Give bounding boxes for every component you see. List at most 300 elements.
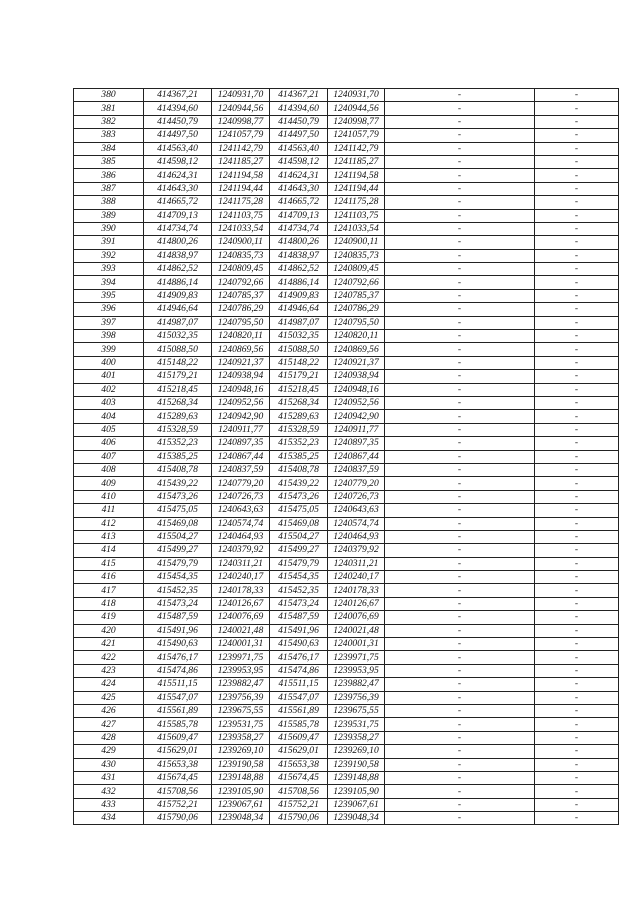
table-cell-y-coordinate-repeat: 1239531,75 (328, 718, 385, 731)
table-cell-x-coordinate-repeat: 415609,47 (270, 731, 328, 744)
table-cell-y-coordinate: 1240021,48 (212, 624, 270, 637)
table-cell-x-coordinate: 414734,74 (144, 222, 212, 235)
table-cell-x-coordinate: 415289,63 (144, 410, 212, 423)
table-cell-note-dash: - (385, 597, 535, 610)
table-cell-y-coordinate-repeat: 1241033,54 (328, 222, 385, 235)
table-cell-y-coordinate-repeat: 1239048,34 (328, 812, 385, 825)
table-cell-point-number: 405 (74, 423, 144, 436)
table-cell-note-dash: - (385, 396, 535, 409)
table-cell-point-number: 398 (74, 330, 144, 343)
table-cell-y-coordinate: 1240911,77 (212, 423, 270, 436)
table-cell-x-coordinate: 415629,01 (144, 745, 212, 758)
table-cell-y-coordinate-repeat: 1239882,47 (328, 678, 385, 691)
table-cell-note-dash: - (385, 504, 535, 517)
table-cell-x-coordinate-repeat: 415547,07 (270, 691, 328, 704)
table-cell-point-number: 424 (74, 678, 144, 691)
table-cell-y-coordinate-repeat: 1239971,75 (328, 651, 385, 664)
table-cell-y-coordinate: 1241057,79 (212, 129, 270, 142)
table-cell-extra-dash: - (535, 664, 619, 677)
table-row (74, 249, 619, 262)
table-cell-point-number: 418 (74, 597, 144, 610)
table-cell-x-coordinate-repeat: 415452,35 (270, 584, 328, 597)
table-cell-x-coordinate: 414450,79 (144, 115, 212, 128)
table-cell-x-coordinate: 415609,47 (144, 731, 212, 744)
table-cell-y-coordinate-repeat: 1240952,56 (328, 396, 385, 409)
table-cell-point-number: 388 (74, 196, 144, 209)
table-cell-x-coordinate-repeat: 415561,89 (270, 704, 328, 717)
table-cell-note-dash: - (385, 758, 535, 771)
table-cell-note-dash: - (385, 611, 535, 624)
table-cell-note-dash: - (385, 330, 535, 343)
table-cell-y-coordinate-repeat: 1240820,11 (328, 330, 385, 343)
table-row (74, 89, 619, 102)
table-row (74, 504, 619, 517)
table-cell-x-coordinate: 415088,50 (144, 343, 212, 356)
table-cell-note-dash: - (385, 718, 535, 731)
table-row (74, 370, 619, 383)
table-row (74, 102, 619, 115)
table-cell-x-coordinate-repeat: 415385,25 (270, 450, 328, 463)
table-cell-y-coordinate-repeat: 1241175,28 (328, 196, 385, 209)
table-cell-extra-dash: - (535, 222, 619, 235)
table-cell-x-coordinate: 415439,22 (144, 477, 212, 490)
table-cell-note-dash: - (385, 196, 535, 209)
table-row (74, 343, 619, 356)
table-cell-y-coordinate-repeat: 1240178,33 (328, 584, 385, 597)
table-cell-y-coordinate: 1241185,27 (212, 155, 270, 168)
table-row (74, 396, 619, 409)
table-cell-y-coordinate-repeat: 1239675,55 (328, 704, 385, 717)
table-cell-extra-dash: - (535, 423, 619, 436)
table-cell-note-dash: - (385, 155, 535, 168)
table-cell-point-number: 408 (74, 463, 144, 476)
table-cell-y-coordinate: 1239048,34 (212, 812, 270, 825)
table-row (74, 745, 619, 758)
table-cell-point-number: 421 (74, 638, 144, 651)
table-cell-y-coordinate-repeat: 1241194,44 (328, 182, 385, 195)
table-cell-note-dash: - (385, 651, 535, 664)
table-cell-x-coordinate-repeat: 414734,74 (270, 222, 328, 235)
table-cell-y-coordinate: 1240820,11 (212, 330, 270, 343)
table-cell-note-dash: - (385, 169, 535, 182)
table-cell-extra-dash: - (535, 704, 619, 717)
table-row (74, 410, 619, 423)
table-cell-x-coordinate-repeat: 414709,13 (270, 209, 328, 222)
table-cell-point-number: 407 (74, 450, 144, 463)
table-cell-note-dash: - (385, 370, 535, 383)
table-cell-y-coordinate-repeat: 1239148,88 (328, 771, 385, 784)
table-cell-note-dash: - (385, 517, 535, 530)
coordinates-table (73, 88, 619, 825)
table-cell-extra-dash: - (535, 624, 619, 637)
table-cell-x-coordinate-repeat: 414563,40 (270, 142, 328, 155)
table-cell-extra-dash: - (535, 316, 619, 329)
table-cell-x-coordinate-repeat: 415473,26 (270, 490, 328, 503)
table-cell-point-number: 419 (74, 611, 144, 624)
table-cell-point-number: 386 (74, 169, 144, 182)
table-cell-x-coordinate: 414909,83 (144, 289, 212, 302)
table-row (74, 758, 619, 771)
table-cell-extra-dash: - (535, 356, 619, 369)
table-cell-extra-dash: - (535, 812, 619, 825)
table-row (74, 557, 619, 570)
table-cell-x-coordinate: 415328,59 (144, 423, 212, 436)
table-cell-x-coordinate-repeat: 415032,35 (270, 330, 328, 343)
table-cell-x-coordinate-repeat: 414665,72 (270, 196, 328, 209)
table-cell-y-coordinate: 1240809,45 (212, 263, 270, 276)
table-cell-y-coordinate: 1239531,75 (212, 718, 270, 731)
table-cell-note-dash: - (385, 463, 535, 476)
table-cell-point-number: 427 (74, 718, 144, 731)
table-cell-y-coordinate: 1240574,74 (212, 517, 270, 530)
table-cell-x-coordinate-repeat: 415352,23 (270, 437, 328, 450)
table-cell-extra-dash: - (535, 383, 619, 396)
table-cell-point-number: 392 (74, 249, 144, 262)
table-cell-y-coordinate-repeat: 1240076,69 (328, 611, 385, 624)
table-cell-extra-dash: - (535, 263, 619, 276)
table-cell-x-coordinate-repeat: 415476,17 (270, 651, 328, 664)
table-cell-point-number: 393 (74, 263, 144, 276)
table-cell-extra-dash: - (535, 396, 619, 409)
table-row (74, 664, 619, 677)
table-cell-x-coordinate-repeat: 415490,63 (270, 638, 328, 651)
table-cell-x-coordinate: 415752,21 (144, 798, 212, 811)
table-cell-point-number: 401 (74, 370, 144, 383)
table-cell-note-dash: - (385, 798, 535, 811)
table-cell-x-coordinate-repeat: 415499,27 (270, 544, 328, 557)
table-cell-y-coordinate-repeat: 1239953,95 (328, 664, 385, 677)
table-cell-note-dash: - (385, 812, 535, 825)
table-cell-x-coordinate-repeat: 415469,08 (270, 517, 328, 530)
table-row (74, 691, 619, 704)
table-cell-extra-dash: - (535, 745, 619, 758)
table-cell-x-coordinate-repeat: 415790,06 (270, 812, 328, 825)
table-row (74, 115, 619, 128)
table-cell-point-number: 382 (74, 115, 144, 128)
table-cell-x-coordinate-repeat: 415475,05 (270, 504, 328, 517)
table-cell-point-number: 416 (74, 571, 144, 584)
table-cell-y-coordinate: 1239190,58 (212, 758, 270, 771)
table-cell-x-coordinate: 415499,27 (144, 544, 212, 557)
table-cell-extra-dash: - (535, 785, 619, 798)
table-cell-extra-dash: - (535, 584, 619, 597)
table-cell-y-coordinate-repeat: 1240869,56 (328, 343, 385, 356)
table-cell-x-coordinate: 414838,97 (144, 249, 212, 262)
table-cell-y-coordinate-repeat: 1239358,27 (328, 731, 385, 744)
table-cell-x-coordinate: 414624,31 (144, 169, 212, 182)
table-cell-x-coordinate: 414886,14 (144, 276, 212, 289)
table-cell-x-coordinate-repeat: 414497,50 (270, 129, 328, 142)
table-cell-point-number: 395 (74, 289, 144, 302)
table-cell-point-number: 429 (74, 745, 144, 758)
table-cell-extra-dash: - (535, 450, 619, 463)
table-cell-note-dash: - (385, 691, 535, 704)
table-cell-x-coordinate: 415179,21 (144, 370, 212, 383)
table-row (74, 584, 619, 597)
table-cell-x-coordinate-repeat: 414800,26 (270, 236, 328, 249)
table-cell-y-coordinate: 1240311,21 (212, 557, 270, 570)
table-cell-point-number: 390 (74, 222, 144, 235)
table-cell-note-dash: - (385, 477, 535, 490)
table-cell-y-coordinate-repeat: 1240938,94 (328, 370, 385, 383)
table-cell-y-coordinate-repeat: 1239105,90 (328, 785, 385, 798)
table-cell-point-number: 417 (74, 584, 144, 597)
table-cell-point-number: 430 (74, 758, 144, 771)
table-cell-x-coordinate: 415708,56 (144, 785, 212, 798)
table-cell-x-coordinate-repeat: 414909,83 (270, 289, 328, 302)
table-cell-x-coordinate: 415490,63 (144, 638, 212, 651)
table-cell-extra-dash: - (535, 370, 619, 383)
table-cell-note-dash: - (385, 678, 535, 691)
table-row (74, 289, 619, 302)
table-cell-note-dash: - (385, 276, 535, 289)
table-cell-extra-dash: - (535, 544, 619, 557)
table-cell-y-coordinate: 1239882,47 (212, 678, 270, 691)
table-cell-extra-dash: - (535, 330, 619, 343)
table-cell-point-number: 432 (74, 785, 144, 798)
table-row (74, 303, 619, 316)
table-cell-x-coordinate: 415491,96 (144, 624, 212, 637)
table-cell-note-dash: - (385, 209, 535, 222)
table-cell-extra-dash: - (535, 115, 619, 128)
table-cell-point-number: 397 (74, 316, 144, 329)
table-cell-x-coordinate: 414665,72 (144, 196, 212, 209)
table-cell-y-coordinate: 1240921,37 (212, 356, 270, 369)
table-cell-note-dash: - (385, 664, 535, 677)
table-cell-note-dash: - (385, 624, 535, 637)
table-cell-x-coordinate-repeat: 414862,52 (270, 263, 328, 276)
table-cell-extra-dash: - (535, 530, 619, 543)
table-cell-x-coordinate: 415561,89 (144, 704, 212, 717)
table-cell-point-number: 400 (74, 356, 144, 369)
table-cell-note-dash: - (385, 450, 535, 463)
table-cell-note-dash: - (385, 544, 535, 557)
table-cell-note-dash: - (385, 249, 535, 262)
table-cell-x-coordinate-repeat: 414624,31 (270, 169, 328, 182)
table-cell-extra-dash: - (535, 196, 619, 209)
table-cell-x-coordinate-repeat: 415479,79 (270, 557, 328, 570)
table-cell-point-number: 383 (74, 129, 144, 142)
table-cell-note-dash: - (385, 383, 535, 396)
table-cell-x-coordinate: 415473,26 (144, 490, 212, 503)
table-cell-y-coordinate: 1240240,17 (212, 571, 270, 584)
table-cell-extra-dash: - (535, 276, 619, 289)
table-cell-y-coordinate-repeat: 1240942,90 (328, 410, 385, 423)
table-cell-point-number: 384 (74, 142, 144, 155)
table-cell-point-number: 403 (74, 396, 144, 409)
table-cell-extra-dash: - (535, 343, 619, 356)
table-row (74, 129, 619, 142)
table-cell-extra-dash: - (535, 691, 619, 704)
table-cell-x-coordinate: 415504,27 (144, 530, 212, 543)
table-cell-extra-dash: - (535, 477, 619, 490)
table-cell-x-coordinate-repeat: 415653,38 (270, 758, 328, 771)
table-cell-y-coordinate: 1239105,90 (212, 785, 270, 798)
table-cell-point-number: 394 (74, 276, 144, 289)
table-cell-x-coordinate: 415148,22 (144, 356, 212, 369)
table-cell-x-coordinate: 414394,60 (144, 102, 212, 115)
table-cell-note-dash: - (385, 303, 535, 316)
table-cell-y-coordinate-repeat: 1239067,61 (328, 798, 385, 811)
table-cell-x-coordinate: 415547,07 (144, 691, 212, 704)
table-cell-point-number: 380 (74, 89, 144, 102)
table-cell-y-coordinate: 1239067,61 (212, 798, 270, 811)
table-cell-y-coordinate-repeat: 1240867,44 (328, 450, 385, 463)
table-cell-point-number: 410 (74, 490, 144, 503)
table-cell-point-number: 428 (74, 731, 144, 744)
table-cell-x-coordinate: 414987,07 (144, 316, 212, 329)
table-cell-x-coordinate-repeat: 415487,59 (270, 611, 328, 624)
table-cell-y-coordinate-repeat: 1240786,29 (328, 303, 385, 316)
table-row (74, 651, 619, 664)
table-row (74, 704, 619, 717)
table-cell-point-number: 402 (74, 383, 144, 396)
table-row (74, 624, 619, 637)
table-row (74, 222, 619, 235)
table-cell-y-coordinate: 1240001,31 (212, 638, 270, 651)
table-cell-point-number: 381 (74, 102, 144, 115)
table-cell-y-coordinate: 1240938,94 (212, 370, 270, 383)
table-cell-y-coordinate: 1240726,73 (212, 490, 270, 503)
table-cell-y-coordinate: 1240944,56 (212, 102, 270, 115)
document-page (73, 88, 618, 825)
table-row (74, 155, 619, 168)
table-cell-y-coordinate: 1240792,66 (212, 276, 270, 289)
table-cell-extra-dash: - (535, 102, 619, 115)
table-row (74, 142, 619, 155)
table-cell-y-coordinate-repeat: 1240835,73 (328, 249, 385, 262)
table-cell-y-coordinate: 1240643,63 (212, 504, 270, 517)
table-cell-extra-dash: - (535, 437, 619, 450)
table-cell-y-coordinate-repeat: 1240921,37 (328, 356, 385, 369)
table-cell-x-coordinate: 414862,52 (144, 263, 212, 276)
table-cell-y-coordinate-repeat: 1240998,77 (328, 115, 385, 128)
table-cell-point-number: 396 (74, 303, 144, 316)
table-row (74, 463, 619, 476)
table-cell-note-dash: - (385, 236, 535, 249)
table-cell-y-coordinate-repeat: 1240311,21 (328, 557, 385, 570)
table-row (74, 785, 619, 798)
table-cell-note-dash: - (385, 410, 535, 423)
table-cell-y-coordinate: 1240178,33 (212, 584, 270, 597)
table-row (74, 530, 619, 543)
table-cell-x-coordinate-repeat: 415674,45 (270, 771, 328, 784)
table-cell-x-coordinate-repeat: 414838,97 (270, 249, 328, 262)
table-cell-y-coordinate: 1241142,79 (212, 142, 270, 155)
table-cell-note-dash: - (385, 115, 535, 128)
table-cell-point-number: 399 (74, 343, 144, 356)
table-row (74, 544, 619, 557)
table-cell-x-coordinate: 415475,05 (144, 504, 212, 517)
table-cell-x-coordinate-repeat: 414598,12 (270, 155, 328, 168)
table-cell-point-number: 422 (74, 651, 144, 664)
table-cell-note-dash: - (385, 102, 535, 115)
table-cell-point-number: 413 (74, 530, 144, 543)
table-cell-x-coordinate-repeat: 415629,01 (270, 745, 328, 758)
table-cell-x-coordinate: 415352,23 (144, 437, 212, 450)
table-cell-x-coordinate: 415469,08 (144, 517, 212, 530)
table-cell-y-coordinate: 1241175,28 (212, 196, 270, 209)
table-cell-y-coordinate-repeat: 1240240,17 (328, 571, 385, 584)
table-cell-y-coordinate: 1239953,95 (212, 664, 270, 677)
table-cell-x-coordinate: 415479,79 (144, 557, 212, 570)
table-row (74, 209, 619, 222)
table-cell-x-coordinate-repeat: 414394,60 (270, 102, 328, 115)
table-cell-note-dash: - (385, 316, 535, 329)
table-cell-x-coordinate: 414709,13 (144, 209, 212, 222)
table-row (74, 490, 619, 503)
table-row (74, 330, 619, 343)
table-cell-x-coordinate-repeat: 415148,22 (270, 356, 328, 369)
table-cell-extra-dash: - (535, 798, 619, 811)
table-cell-point-number: 385 (74, 155, 144, 168)
table-cell-x-coordinate: 415476,17 (144, 651, 212, 664)
table-cell-note-dash: - (385, 530, 535, 543)
table-cell-y-coordinate: 1241103,75 (212, 209, 270, 222)
table-cell-extra-dash: - (535, 463, 619, 476)
table-cell-y-coordinate-repeat: 1241142,79 (328, 142, 385, 155)
table-cell-note-dash: - (385, 343, 535, 356)
table-cell-x-coordinate-repeat: 414643,30 (270, 182, 328, 195)
table-row (74, 276, 619, 289)
table-cell-y-coordinate-repeat: 1239190,58 (328, 758, 385, 771)
table-cell-x-coordinate: 415474,86 (144, 664, 212, 677)
table-cell-x-coordinate: 415454,35 (144, 571, 212, 584)
table-cell-y-coordinate: 1240869,56 (212, 343, 270, 356)
table-cell-y-coordinate: 1240786,29 (212, 303, 270, 316)
table-cell-y-coordinate-repeat: 1241194,58 (328, 169, 385, 182)
table-cell-y-coordinate: 1240126,67 (212, 597, 270, 610)
table-cell-y-coordinate-repeat: 1240726,73 (328, 490, 385, 503)
table-cell-x-coordinate: 415473,24 (144, 597, 212, 610)
table-cell-extra-dash: - (535, 249, 619, 262)
table-row (74, 356, 619, 369)
table-cell-x-coordinate-repeat: 415328,59 (270, 423, 328, 436)
table-row (74, 771, 619, 784)
table-cell-y-coordinate: 1239756,39 (212, 691, 270, 704)
table-cell-y-coordinate: 1239675,55 (212, 704, 270, 717)
table-cell-x-coordinate-repeat: 415585,78 (270, 718, 328, 731)
table-cell-note-dash: - (385, 423, 535, 436)
table-cell-y-coordinate-repeat: 1240126,67 (328, 597, 385, 610)
table-cell-x-coordinate: 415385,25 (144, 450, 212, 463)
table-cell-x-coordinate-repeat: 415752,21 (270, 798, 328, 811)
table-cell-y-coordinate-repeat: 1240897,35 (328, 437, 385, 450)
table-row (74, 571, 619, 584)
table-cell-x-coordinate: 414598,12 (144, 155, 212, 168)
table-cell-extra-dash: - (535, 718, 619, 731)
table-cell-y-coordinate: 1240942,90 (212, 410, 270, 423)
table-cell-y-coordinate: 1240076,69 (212, 611, 270, 624)
table-cell-x-coordinate: 415218,45 (144, 383, 212, 396)
table-cell-y-coordinate: 1239269,10 (212, 745, 270, 758)
table-row (74, 597, 619, 610)
table-row (74, 678, 619, 691)
table-cell-x-coordinate-repeat: 415473,24 (270, 597, 328, 610)
table-cell-y-coordinate: 1240900,11 (212, 236, 270, 249)
table-cell-x-coordinate-repeat: 415088,50 (270, 343, 328, 356)
table-cell-y-coordinate: 1240779,20 (212, 477, 270, 490)
table-cell-extra-dash: - (535, 597, 619, 610)
table-cell-note-dash: - (385, 222, 535, 235)
table-row (74, 196, 619, 209)
table-cell-extra-dash: - (535, 129, 619, 142)
table-row (74, 383, 619, 396)
table-row (74, 263, 619, 276)
table-cell-extra-dash: - (535, 289, 619, 302)
table-cell-x-coordinate: 415653,38 (144, 758, 212, 771)
table-cell-extra-dash: - (535, 638, 619, 651)
